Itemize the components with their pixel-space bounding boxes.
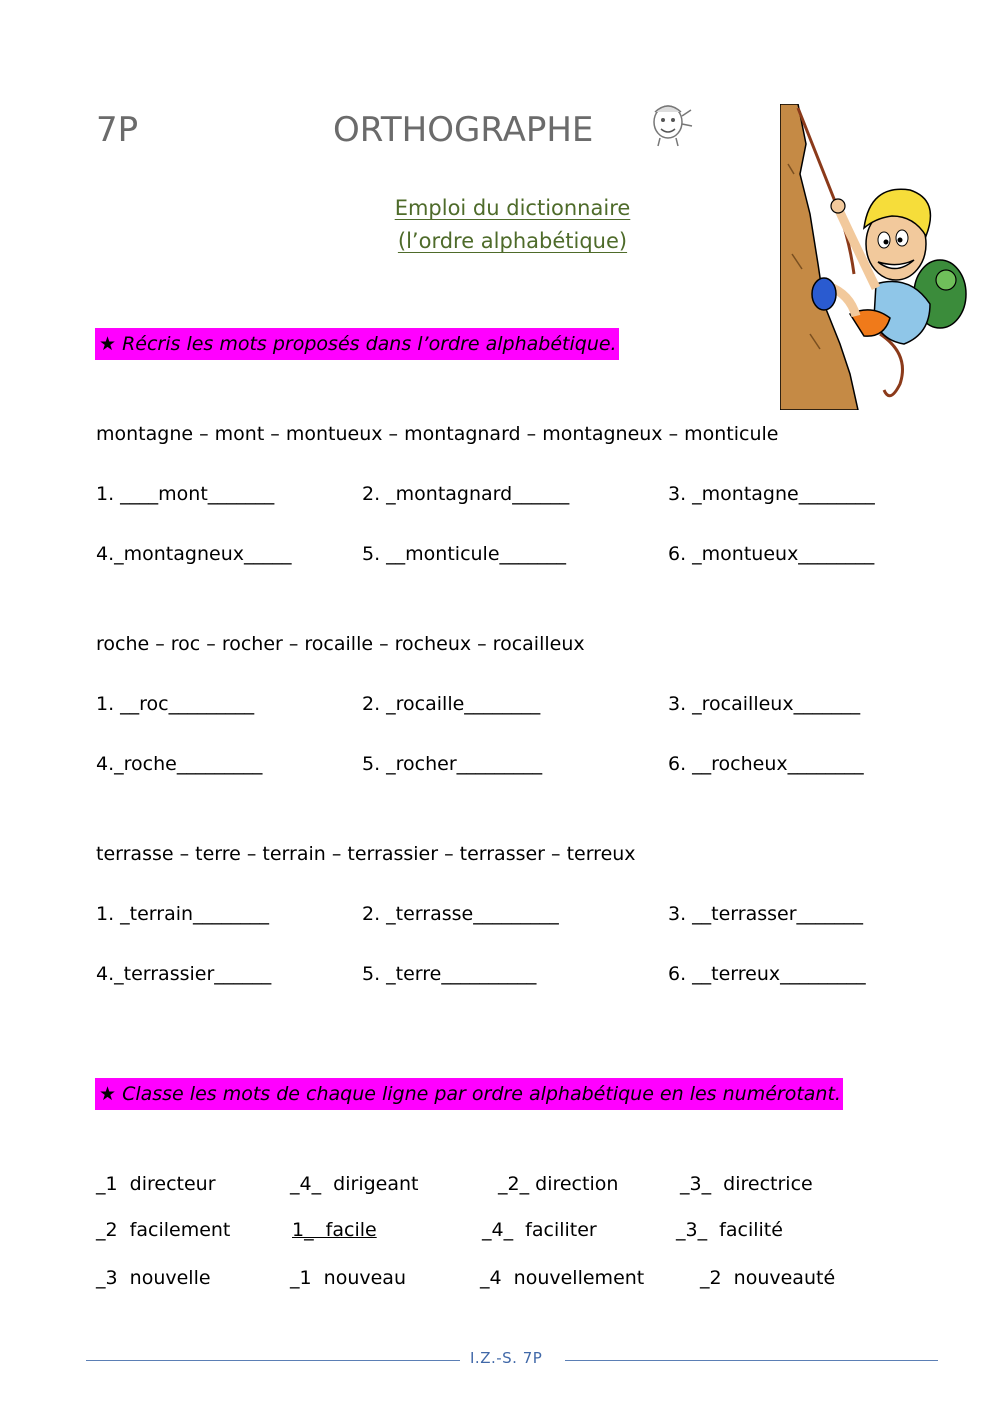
ranked-word: _1 directeur xyxy=(96,1173,216,1195)
subtitle-line-2: (l’ordre alphabétique) xyxy=(397,229,628,253)
footer-rule-left xyxy=(86,1360,460,1361)
ranked-word: _4_ faciliter xyxy=(482,1219,597,1241)
answer-line: 6. _montueux________ xyxy=(668,543,875,565)
answer-line: 3. _rocailleux_______ xyxy=(668,693,861,715)
ranked-word: _3 nouvelle xyxy=(96,1267,211,1289)
answer-line: 1. _terrain________ xyxy=(96,903,270,925)
footer-text: I.Z.-S. 7P xyxy=(470,1349,543,1367)
exercise-2-instruction: ★ Classe les mots de chaque ligne par ordre alphabétique en les numérotant. xyxy=(95,1078,843,1110)
ranked-word: 1_ facile xyxy=(292,1219,377,1241)
answer-line: 4._montagneux_____ xyxy=(96,543,292,565)
answer-line: 5. __monticule_______ xyxy=(362,543,567,565)
answer-line: 6. __terreux_________ xyxy=(668,963,866,985)
answer-line: 2. _rocaille________ xyxy=(362,693,541,715)
grade-label: 7P xyxy=(96,110,139,150)
answer-line: 4._roche_________ xyxy=(96,753,263,775)
subtitle-line-1: Emploi du dictionnaire xyxy=(394,196,631,220)
answer-line: 3. _montagne________ xyxy=(668,483,875,505)
ranked-word: _2 nouveauté xyxy=(700,1267,836,1289)
answer-line: 5. _rocher_________ xyxy=(362,753,543,775)
word-list-roche: roche – roc – rocher – rocaille – rocheux – rocailleux xyxy=(96,633,585,655)
page-title: ORTHOGRAPHE xyxy=(333,110,594,150)
ranked-word: _4_ dirigeant xyxy=(290,1173,419,1195)
ranked-word: _3_ facilité xyxy=(676,1219,783,1241)
mascot-icon xyxy=(646,98,694,148)
ranked-word: _2 facilement xyxy=(96,1219,231,1241)
answer-line: 1. ____mont_______ xyxy=(96,483,275,505)
ranked-word: _4 nouvellement xyxy=(480,1267,645,1289)
answer-line: 4._terrassier______ xyxy=(96,963,272,985)
exercise-1-instruction: ★ Récris les mots proposés dans l’ordre alphabétique. xyxy=(95,328,619,360)
ranked-word: _3_ directrice xyxy=(680,1173,813,1195)
answer-line: 1. __roc_________ xyxy=(96,693,255,715)
ranked-word: _1 nouveau xyxy=(290,1267,406,1289)
answer-line: 5. _terre__________ xyxy=(362,963,537,985)
answer-line: 6. __rocheux________ xyxy=(668,753,864,775)
word-list-montagne: montagne – mont – montueux – montagnard – montagneux – monticule xyxy=(96,423,779,445)
answer-line: 2. _montagnard______ xyxy=(362,483,570,505)
climber-illustration xyxy=(780,104,970,410)
word-list-terrasse: terrasse – terre – terrain – terrassier – terrasser – terreux xyxy=(96,843,636,865)
ranked-word: _2_ direction xyxy=(498,1173,619,1195)
answer-line: 2. _terrasse_________ xyxy=(362,903,559,925)
footer-rule-right xyxy=(565,1360,938,1361)
answer-line: 3. __terrasser_______ xyxy=(668,903,864,925)
